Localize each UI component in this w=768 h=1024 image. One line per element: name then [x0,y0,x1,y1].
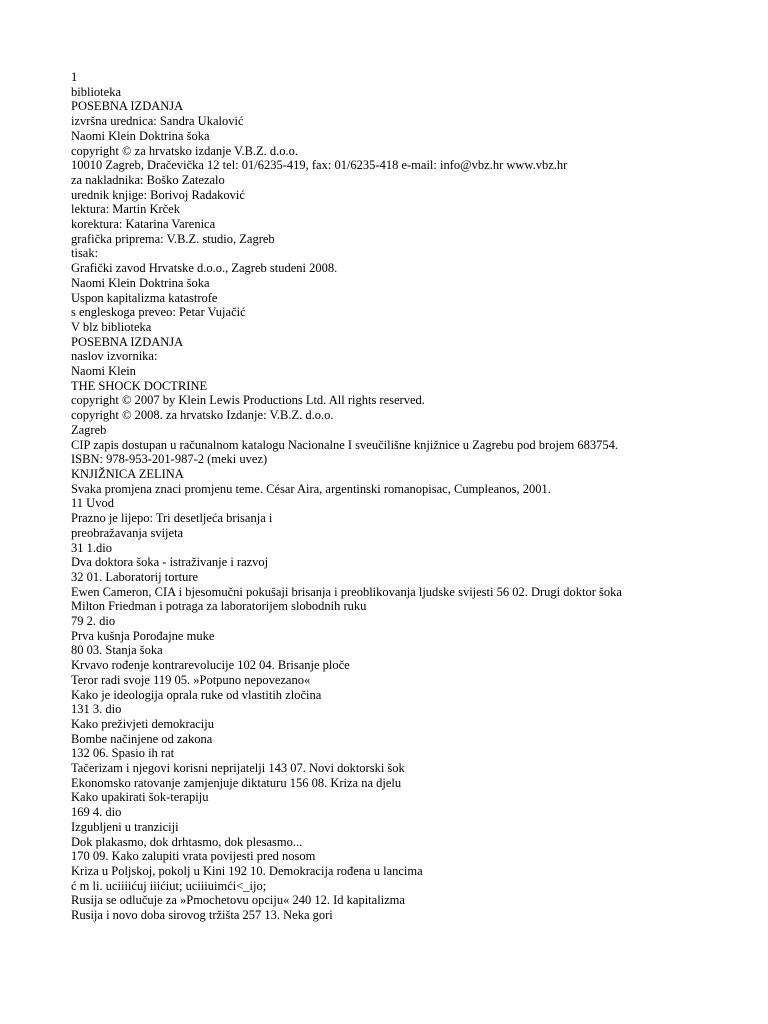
text-line: Prazno je lijepo: Tri desetljeća brisanja i [71,511,273,526]
text-line: Naomi Klein Doktrina šoka [71,128,210,143]
text-line: KNJIŽNICA ZELINA [71,466,184,481]
text-line: Dok plakasmo, dok drhtasmo, dok plesasmo... [71,834,303,849]
text-line: Zagreb [71,422,107,437]
text-line: Kako preživjeti demokraciju [71,716,214,731]
text-line: CIP zapis dostupan u računalnom katalogu Nacionalne I sveučilišne knjižnice u Zagrebu pod brojem 683754. [71,437,618,452]
text-line: ISBN: 978-953-201-987-2 (meki uvez) [71,452,268,467]
text-line: urednik knjige: Borivoj Radaković [71,187,245,202]
text-line: grafička priprema: V.B.Z. studio, Zagreb [71,231,275,246]
text-line: POSEBNA IZDANJA [71,334,184,349]
text-line: izvršna urednica: Sandra Ukalović [71,114,244,129]
text-line: 11 Uvod [71,496,114,511]
text-line: Bombe načinjene od zakona [71,731,213,746]
text-line: Naomi Klein Doktrina šoka [71,275,210,290]
text-line: Grafički zavod Hrvatske d.o.o., Zagreb studeni 2008. [71,261,338,276]
text-line: 10010 Zagreb, Dračevička 12 tel: 01/6235-419, fax: 01/6235-418 e-mail: info@vbz.hr www.vbz.hr [71,158,568,173]
text-line: 80 03. Stanja šoka [71,643,163,658]
text-line: Rusija se odlučuje za »Pmochetovu opciju« 240 12. Id kapitalizma [71,893,405,908]
text-line: 131 3. dio [71,702,122,717]
text-line: za nakladnika: Boško Zatezalo [71,172,225,187]
text-line: Dva doktora šoka - istraživanje i razvoj [71,555,269,570]
text-line: Kako je ideologija oprala ruke od vlastitih zločina [71,687,322,702]
text-line: 1 [71,70,78,84]
text-line: copyright © za hrvatsko izdanje V.B.Z. d.o.o. [71,143,299,158]
text-line: Milton Friedman i potraga za laboratorijem slobodnih ruku [71,599,367,614]
text-line: ć m li. uciiiićuj iiićiut; uciiiuimći<_ijo; [71,878,267,893]
text-line: Ekonomsko ratovanje zamjenjuje diktaturu 156 08. Kriza na djelu [71,775,402,790]
text-line: Izgubljeni u tranziciji [71,819,179,834]
text-line: preobražavanja svijeta [71,525,184,540]
text-line: Teror radi svoje 119 05. »Potpuno nepovezano« [71,672,311,687]
text-line: s engleskoga preveo: Petar Vujačić [71,305,246,320]
text-line: Ewen Cameron, CIA i bjesomučni pokušaji brisanja i preoblikovanja ljudske svijesti 56 02. Drugi doktor šoka [71,584,622,599]
text-line: korektura: Katarina Varenica [71,217,216,232]
text-line: copyright © 2007 by Klein Lewis Productions Ltd. All rights reserved. [71,393,425,408]
text-line: POSEBNA IZDANJA [71,99,184,114]
text-line: Kako upakirati šok-terapiju [71,790,209,805]
text-line: 79 2. dio [71,614,116,629]
text-line: tisak: [71,246,99,261]
text-line: Prva kušnja Porođajne muke [71,628,215,643]
text-line: 170 09. Kako zalupiti vrata povijesti pred nosom [71,849,316,864]
text-line: Naomi Klein [71,364,136,379]
text-line: THE SHOCK DOCTRINE [71,378,208,393]
text-line: biblioteka [71,84,121,99]
text-line: Krvavo rođenje kontrarevolucije 102 04. Brisanje ploče [71,658,350,673]
text-line: copyright © 2008. za hrvatsko Izdanje: V.B.Z. d.o.o. [71,408,334,423]
text-line: 132 06. Spasio ih rat [71,746,175,761]
text-line: Uspon kapitalizma katastrofe [71,290,218,305]
document-page [71,70,751,923]
text-line: 31 1.dio [71,540,112,555]
text-line: lektura: Martin Krček [71,202,180,217]
text-line: Rusija i novo doba sirovog tržišta 257 13. Neka gori [71,908,333,923]
text-line: Tačerizam i njegovi korisni neprijatelji 143 07. Novi doktorski šok [71,761,405,776]
text-line: Kriza u Poljskoj, pokolj u Kini 192 10. Demokracija rođena u lancima [71,863,423,878]
text-line: V blz biblioteka [71,319,152,334]
text-line: 32 01. Laboratorij torture [71,569,199,584]
text-line: 169 4. dio [71,805,122,820]
text-line: naslov izvornika: [71,349,158,364]
text-line: Svaka promjena znaci promjenu teme. César Aira, argentinski romanopisac, Cumpleanos, 2001. [71,481,551,496]
